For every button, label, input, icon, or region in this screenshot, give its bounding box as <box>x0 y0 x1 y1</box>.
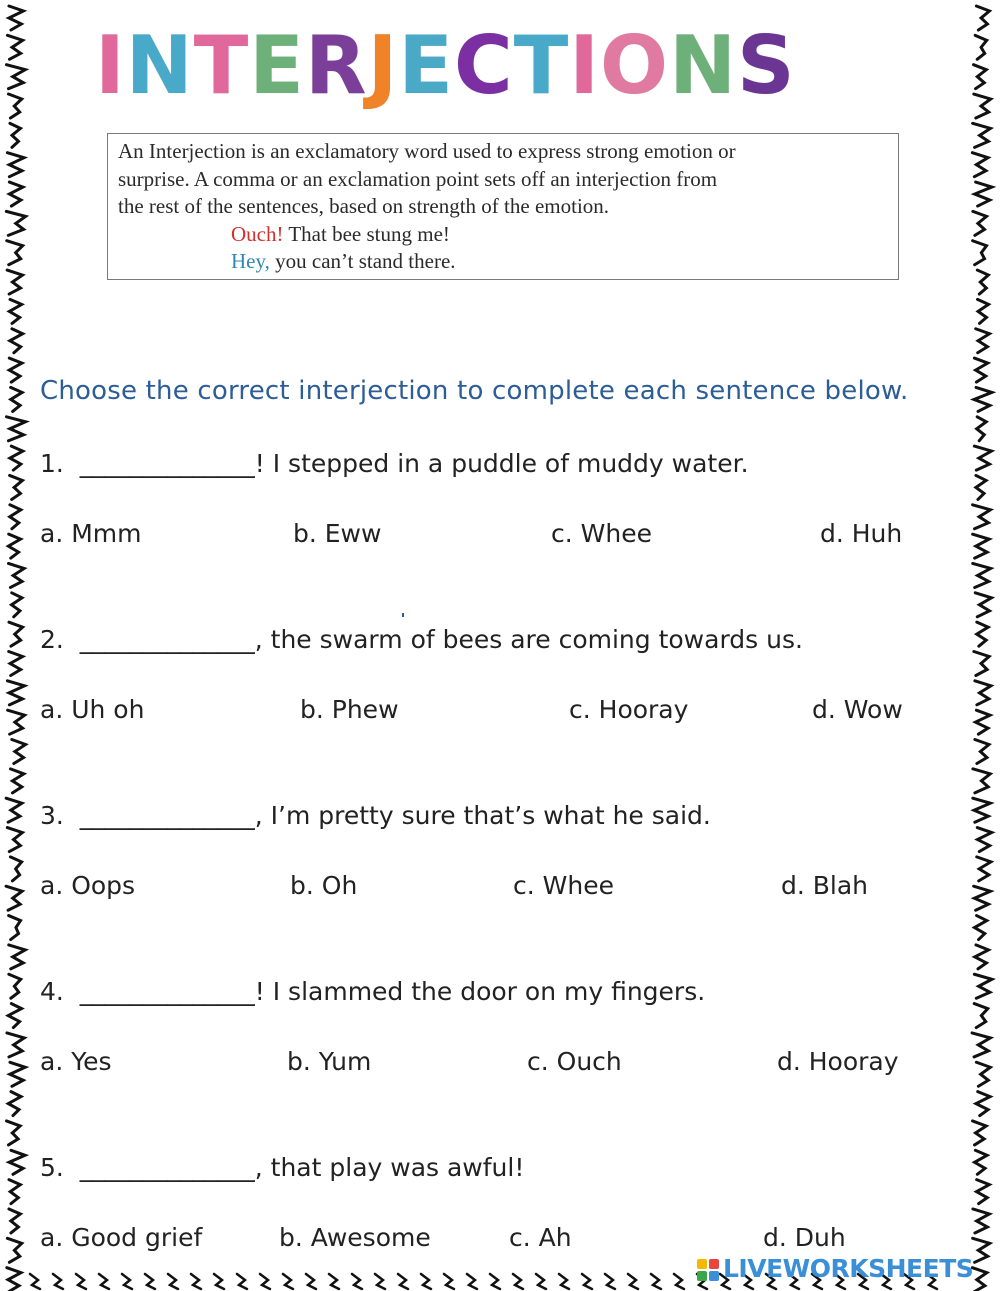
option-c[interactable]: c. Hooray <box>569 695 689 724</box>
scribble-mark <box>674 1274 684 1289</box>
scribble-mark <box>11 387 22 411</box>
title-letter: I <box>95 19 126 112</box>
scribble-mark <box>9 358 22 382</box>
question-number: 4. <box>40 977 64 1006</box>
scribble-mark <box>9 916 21 940</box>
option-d[interactable]: d. Huh <box>820 519 903 548</box>
scribble-mark <box>10 123 21 147</box>
title-letter: R <box>304 19 368 112</box>
scribble-mark <box>12 593 22 617</box>
option-b[interactable]: b. Phew <box>300 695 399 724</box>
question-1 <box>40 449 749 478</box>
question-5 <box>40 1153 524 1182</box>
scribble-mark <box>973 505 991 529</box>
scribble-mark <box>973 211 987 235</box>
scribble-mark <box>974 446 991 470</box>
scribble-mark <box>6 211 25 235</box>
title-letter: S <box>737 19 796 112</box>
scribble-mark <box>9 1209 20 1233</box>
option-a[interactable]: a. Yes <box>40 1047 112 1076</box>
scribble-mark <box>6 1121 20 1145</box>
scribble-mark <box>974 1004 988 1028</box>
option-b[interactable]: b. Eww <box>293 519 382 548</box>
liveworksheets-logo[interactable] <box>697 1256 997 1286</box>
example-2-sentence: you can’t stand there. <box>269 249 456 273</box>
scribble-mark <box>7 153 24 177</box>
option-b[interactable]: b. Awesome <box>279 1223 431 1252</box>
scribble-mark <box>421 1274 431 1289</box>
option-a[interactable]: a. Uh oh <box>40 695 145 724</box>
option-a[interactable]: a. Good grief <box>40 1223 203 1252</box>
example-1 <box>118 221 888 249</box>
option-d[interactable]: d. Blah <box>781 871 869 900</box>
option-d[interactable]: d. Wow <box>812 695 903 724</box>
scribble-mark <box>977 828 991 852</box>
scribble-mark <box>973 1121 987 1145</box>
scribble-mark <box>8 94 21 118</box>
scribble-mark <box>444 1274 454 1289</box>
scribble-mark <box>10 446 23 470</box>
scribble-mark <box>974 652 989 676</box>
option-c[interactable]: c. Ouch <box>527 1047 622 1076</box>
scribble-mark <box>9 974 21 998</box>
scribble-mark <box>10 769 23 793</box>
scribble-mark <box>9 299 21 323</box>
scribble-mark <box>973 534 989 558</box>
scribble-mark <box>582 1274 592 1289</box>
title-letter: J <box>367 19 399 112</box>
scribble-mark <box>976 329 990 353</box>
scribble-mark <box>972 153 988 177</box>
question-number: 2. <box>40 625 64 654</box>
option-a[interactable]: a. Oops <box>40 871 136 900</box>
scribble-mark <box>168 1274 178 1289</box>
example-1-sentence: That bee stung me! <box>283 221 450 246</box>
scribble-mark <box>7 270 22 294</box>
title-letter: N <box>125 19 194 112</box>
scribble-mark <box>9 622 23 646</box>
definition-line-3: the rest of the sentences, based on strength of the emotion. <box>118 194 610 218</box>
scribble-mark <box>975 35 987 59</box>
scribble-mark <box>7 35 22 59</box>
scribble-mark <box>975 681 991 705</box>
scribble-mark <box>536 1274 546 1289</box>
title-letter: T <box>513 19 570 112</box>
title-letter: E <box>398 19 454 112</box>
scribble-mark <box>99 1274 109 1289</box>
scribble-mark <box>605 1274 615 1289</box>
scribble-mark <box>976 475 986 499</box>
scribble-mark <box>973 241 987 265</box>
question-number: 1. <box>40 449 64 478</box>
scribble-mark <box>10 505 21 529</box>
scribble-mark <box>972 1033 990 1057</box>
left-scribble-border <box>0 0 30 1291</box>
option-d[interactable]: d. Hooray <box>777 1047 899 1076</box>
scribble-mark <box>76 1274 86 1289</box>
question-2 <box>40 625 803 654</box>
scribble-mark <box>978 299 989 323</box>
scribble-mark <box>283 1274 293 1289</box>
scribble-mark <box>976 1062 990 1086</box>
scribble-mark <box>237 1274 247 1289</box>
answer-blank[interactable]: ______________ <box>79 625 255 654</box>
scribble-mark <box>10 1062 25 1086</box>
scribble-mark <box>53 1274 63 1289</box>
scribble-mark <box>7 828 22 852</box>
definition-line-1: An Interjection is an exclamatory word used to express strong emotion or <box>118 139 736 163</box>
answer-blank[interactable]: ______________ <box>79 1153 255 1182</box>
question-text: ! I stepped in a puddle of muddy water. <box>254 449 749 478</box>
scribble-mark <box>973 769 990 793</box>
option-b[interactable]: b. Oh <box>290 871 358 900</box>
answer-blank[interactable]: ______________ <box>79 801 255 830</box>
scribble-mark <box>214 1274 224 1289</box>
scribble-mark <box>975 710 990 734</box>
instruction-text: Choose the correct interjection to complete each sentence below. <box>40 376 909 406</box>
scribble-mark <box>122 1274 132 1289</box>
example-2-interjection: Hey, <box>231 249 270 273</box>
option-c[interactable]: c. Whee <box>551 519 652 548</box>
scribble-mark <box>513 1274 523 1289</box>
example-1-interjection: Ouch! <box>231 221 284 246</box>
title-letter: I <box>569 19 601 112</box>
scribble-mark <box>9 182 23 206</box>
scribble-mark <box>975 182 992 206</box>
liveworksheets-logo-icon <box>697 1259 719 1281</box>
scribble-mark <box>7 1033 24 1057</box>
question-text: , the swarm of bees are coming towards us. <box>254 625 803 654</box>
scribble-mark <box>975 593 991 617</box>
question-text: ! I slammed the door on my fingers. <box>254 977 706 1006</box>
scribble-mark <box>973 1209 989 1233</box>
title-letter: C <box>453 19 514 112</box>
scribble-mark <box>352 1274 362 1289</box>
right-scribble-border <box>966 0 996 1291</box>
scribble-mark <box>975 916 987 940</box>
scribble-mark <box>975 740 989 764</box>
scribble-mark <box>974 94 991 118</box>
scribble-mark <box>7 241 23 265</box>
answer-blank[interactable]: ______________ <box>79 977 255 1006</box>
scribble-mark <box>260 1274 270 1289</box>
definition-line-2: surprise. A comma or an exclamation point sets off an interjection from <box>118 166 718 191</box>
scribble-mark <box>9 1180 20 1204</box>
scribble-mark <box>973 798 990 822</box>
scribble-mark <box>977 270 988 294</box>
scribble-mark <box>651 1274 661 1289</box>
scribble-mark <box>30 1274 40 1289</box>
title-letter: O <box>600 19 670 112</box>
question-text: , that play was awful! <box>254 1153 525 1182</box>
scribble-mark <box>975 945 989 969</box>
stray-mark <box>402 613 404 617</box>
scribble-mark <box>8 534 20 558</box>
scribble-mark <box>977 622 988 646</box>
scribble-mark <box>9 6 23 30</box>
scribble-mark <box>6 65 25 89</box>
scribble-mark <box>398 1274 408 1289</box>
scribble-mark <box>191 1274 201 1289</box>
title-letter: E <box>249 19 305 112</box>
scribble-mark <box>7 1268 21 1291</box>
scribble-mark <box>8 1004 21 1028</box>
scribble-mark <box>8 563 24 587</box>
scribble-mark <box>974 886 991 910</box>
question-text: , I’m pretty sure that’s what he said. <box>254 801 711 830</box>
scribble-mark <box>977 857 991 881</box>
scribble-mark <box>10 857 21 881</box>
scribble-mark <box>974 974 992 998</box>
scribble-mark <box>976 1092 990 1116</box>
option-a[interactable]: a. Mmm <box>40 519 142 548</box>
scribble-mark <box>8 1092 21 1116</box>
scribble-mark <box>7 1238 21 1262</box>
scribble-mark <box>628 1274 638 1289</box>
scribble-mark <box>974 65 987 89</box>
example-2 <box>118 248 888 276</box>
scribble-mark <box>559 1274 569 1289</box>
scribble-mark <box>974 387 992 411</box>
option-c[interactable]: c. Whee <box>513 871 614 900</box>
scribble-mark <box>306 1274 316 1289</box>
question-4 <box>40 977 705 1006</box>
title-letter: N <box>669 19 738 112</box>
scribble-mark <box>977 417 987 441</box>
scribble-mark <box>976 1180 989 1204</box>
scribble-mark <box>329 1274 339 1289</box>
scribble-mark <box>973 123 991 147</box>
scribble-mark <box>490 1274 500 1289</box>
scribble-mark <box>9 945 25 969</box>
definition-box <box>107 133 899 280</box>
scribble-mark <box>975 1150 987 1174</box>
scribble-mark <box>6 417 25 441</box>
option-c[interactable]: c. Ah <box>509 1223 572 1252</box>
scribble-mark <box>145 1274 155 1289</box>
scribble-mark <box>12 740 26 764</box>
scribble-mark <box>467 1274 477 1289</box>
scribble-mark <box>9 1150 25 1174</box>
scribble-mark <box>973 563 991 587</box>
scribble-mark <box>6 798 22 822</box>
scribble-mark <box>974 358 987 382</box>
scribble-mark <box>976 6 989 30</box>
scribble-mark <box>10 329 23 353</box>
worksheet-title <box>95 19 915 112</box>
scribble-mark <box>9 652 23 676</box>
title-letter: T <box>193 19 250 112</box>
scribble-mark <box>375 1274 385 1289</box>
option-d[interactable]: d. Duh <box>763 1223 846 1252</box>
scribble-mark <box>8 710 25 734</box>
scribble-mark <box>7 681 24 705</box>
answer-blank[interactable]: ______________ <box>79 449 255 478</box>
question-3 <box>40 801 711 830</box>
scribble-mark <box>10 475 23 499</box>
question-number: 3. <box>40 801 64 830</box>
scribble-mark <box>6 886 22 910</box>
question-number: 5. <box>40 1153 64 1182</box>
logo-text: LIVEWORKSHEETS <box>723 1254 974 1283</box>
option-b[interactable]: b. Yum <box>287 1047 372 1076</box>
